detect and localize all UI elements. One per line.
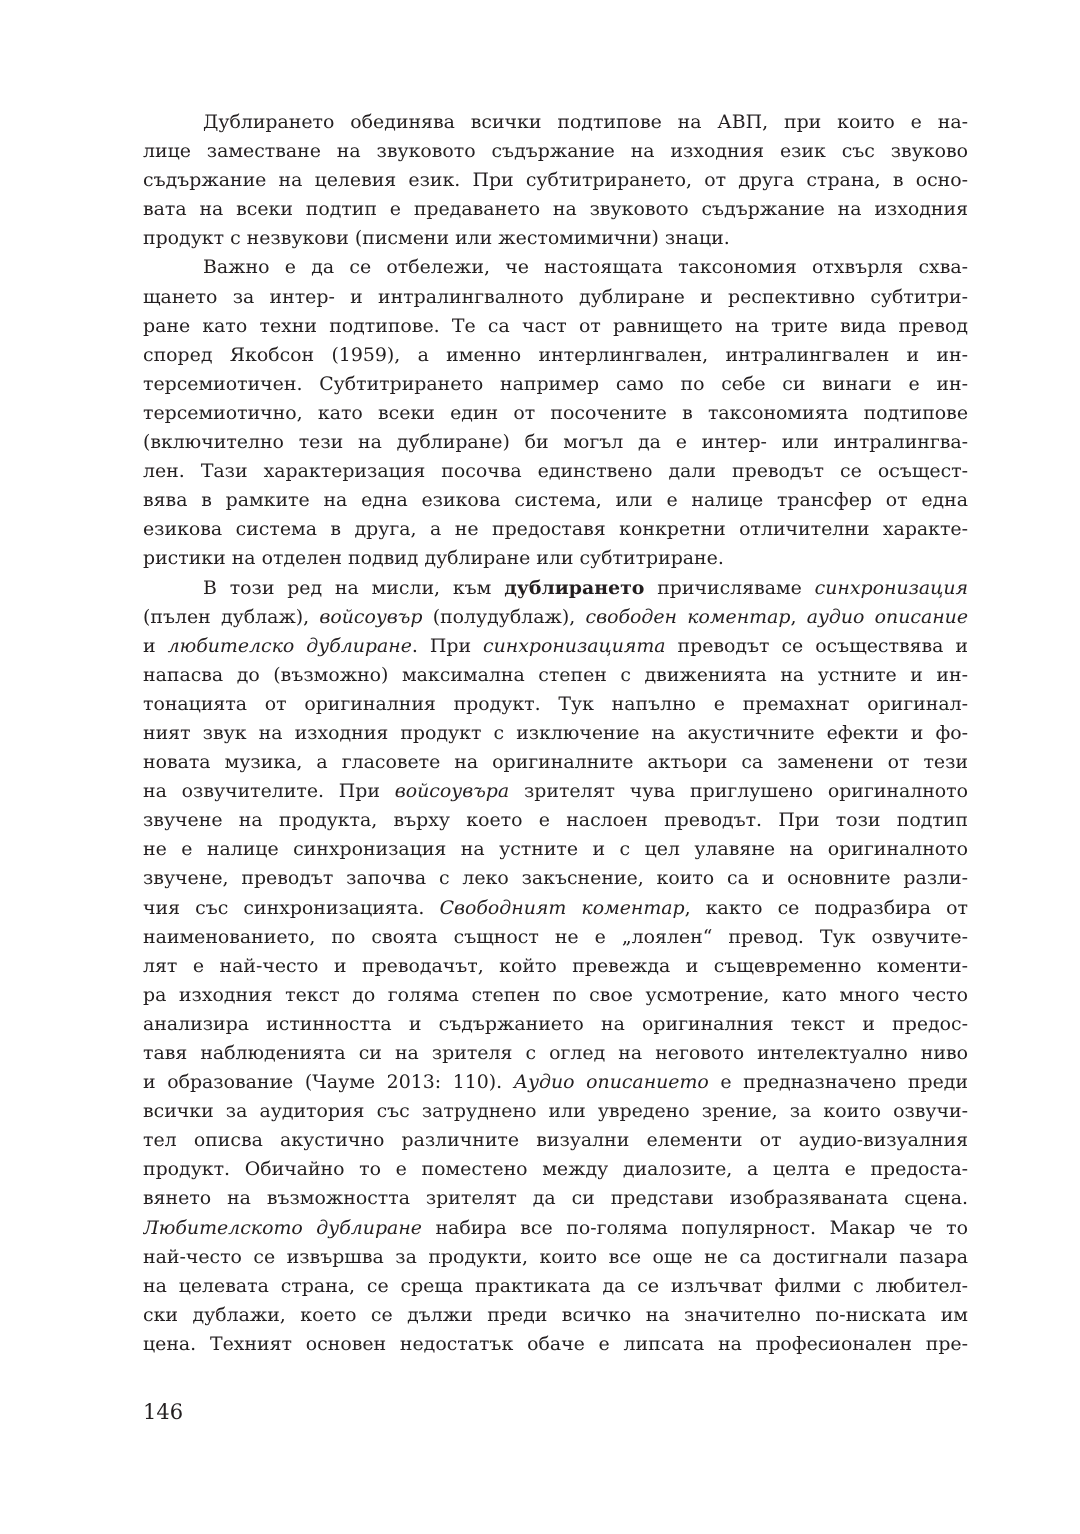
italic-term: аудио описание: [806, 605, 968, 628]
text-line: [143, 603, 968, 632]
text-run: ,: [790, 605, 807, 628]
text-line: лят е най-често и преводачът, който превежда и същевременно коменти-: [143, 954, 968, 977]
text-line: Важно е да се отбележи, че настоящата таксономия отхвърля схва-: [203, 256, 968, 279]
italic-term: Свободният коментар: [439, 896, 685, 919]
italic-term: синхронизация: [814, 576, 968, 599]
text-run: (полудублаж),: [422, 605, 586, 628]
italic-term: войсоувъра: [394, 780, 510, 803]
text-run: В този ред на мисли, към: [203, 576, 505, 599]
text-line: продукт. Обичайно то е поместено между диалозите, а целта е предоста-: [143, 1158, 968, 1181]
text-run: чия със синхронизацията.: [143, 896, 440, 919]
text-line: ски дублажи, което се дължи преди всичко на значително по-ниската им: [143, 1303, 968, 1326]
text-line: звучене на продукта, върху което е наслоен преводът. При този подтип: [143, 809, 968, 832]
italic-term: синхронизацията: [483, 634, 666, 657]
text-line: вява в рамките на една езикова система, или е налице трансфер от една: [143, 489, 968, 512]
italic-term: Любителското дублиране: [143, 1216, 422, 1239]
text-line: [143, 1214, 968, 1243]
text-line: Дублирането обединява всички подтипове на АВП, при които е на-: [203, 111, 968, 133]
text-line: наименованието, по своята същност не е „лоялен“ превод. Тук озвучите-: [143, 925, 968, 948]
text-line: [143, 1068, 968, 1097]
text-line: терсемиотично, като всеки един от посочените в таксономията подтипове: [143, 401, 968, 424]
text-line: напасва до (възможно) максимална степен с движенията на устните и ин-: [143, 663, 968, 686]
text-run: зрителят чува приглушено оригиналното: [509, 780, 968, 803]
text-line: съдържание на целевия език. При субтитрирането, от друга страна, в осно-: [143, 169, 968, 192]
bold-term: дублирането: [504, 576, 645, 599]
text-line: тел описва акустично различните визуални елементи от аудио-визуалния: [143, 1129, 968, 1152]
text-run: на озвучителите. При: [143, 780, 395, 803]
text-line: тонацията от оригиналния продукт. Тук напълно е премахнат оригинал-: [143, 692, 968, 715]
text-run: (пълен дублаж),: [143, 605, 320, 628]
italic-term: любителско дублиране: [167, 634, 412, 657]
text-line: лице заместване на звуковото съдържание на изходния език със звуково: [143, 140, 968, 163]
text-line: ристики на отделен подвид дублиране или субтитриране.: [143, 547, 724, 570]
text-line: продукт с незвукови (писмени или жестомимични) знаци.: [143, 227, 730, 250]
text-line: [143, 894, 968, 923]
text-line: новата музика, а гласовете на оригиналните актьори са заменени от тези: [143, 751, 968, 774]
text-line: на целевата страна, се среща практиката да се излъчват филми с любител-: [143, 1274, 968, 1297]
text-run: . При: [411, 634, 484, 657]
text-line: анализира истинността и съдържанието на оригиналния текст и предос-: [143, 1012, 968, 1035]
text-line: ране като техни подтипове. Те са част от равнището на трите вида превод: [143, 314, 968, 337]
text-line: щането за интер- и интралингвалното дублиране и респективно субтитри-: [143, 285, 968, 308]
text-run: причисляваме: [644, 576, 815, 599]
text-line: вянето на възможността зрителят да си представи изобразяваната сцена.: [143, 1187, 968, 1210]
text-run: и: [143, 634, 168, 657]
text-line: ра изходния текст до голяма степен по свое усмотрение, като много често: [143, 983, 968, 1006]
italic-term: Аудио описанието: [513, 1071, 709, 1094]
text-line: езикова система в друга, а не предоставя конкретни отличителни характе-: [143, 518, 968, 541]
text-line: звучене, преводът започва с леко закъснение, които са и основните разли-: [143, 867, 968, 890]
text-line: ният звук на изходния продукт с изключение на акустичните ефекти и фо-: [143, 721, 968, 744]
text-line: не е налице синхронизация на устните и с цел улавяне на оригиналното: [143, 838, 968, 861]
text-line: [143, 777, 968, 806]
text-line: лен. Тази характеризация посочва единствено дали преводът се осъщест-: [143, 460, 968, 483]
text-line: терсемиотичен. Субтитрирането например само по себе си винаги е ин-: [143, 372, 968, 395]
text-line: всички за аудитория със затруднено или увредено зрение, за които озвучи-: [143, 1100, 968, 1123]
italic-term: свободен коментар: [585, 605, 791, 628]
text-line: вата на всеки подтип е предаването на звуковото съдържание на изходния: [143, 198, 968, 221]
page-body: [143, 108, 968, 1359]
page-number: 146: [143, 1400, 184, 1424]
text-line: [143, 632, 968, 661]
text-run: и образование (Чауме 2013: 110).: [143, 1071, 514, 1094]
text-run: е предназначено преди: [708, 1071, 968, 1094]
text-line: според Якобсон (1959), а именно интерлингвален, интралингвален и ин-: [143, 343, 968, 366]
text-line: [143, 574, 968, 603]
text-line: цена. Техният основен недостатък обаче е липсата на професионален пре-: [143, 1332, 968, 1355]
text-run: набира все по-голяма популярност. Макар че то: [421, 1216, 968, 1239]
text-run: , както се подразбира от: [684, 896, 968, 919]
text-line: (включително тези на дублиране) би могъл да е интер- или интралингва-: [143, 431, 968, 454]
text-line: тавя наблюденията си на зрителя с оглед на неговото интелектуално ниво: [143, 1042, 968, 1064]
text-line: най-често се извършва за продукти, които все още не са достигнали пазара: [143, 1245, 968, 1268]
italic-term: войсоувър: [319, 605, 423, 628]
text-run: преводът се осъществява и: [665, 634, 968, 657]
